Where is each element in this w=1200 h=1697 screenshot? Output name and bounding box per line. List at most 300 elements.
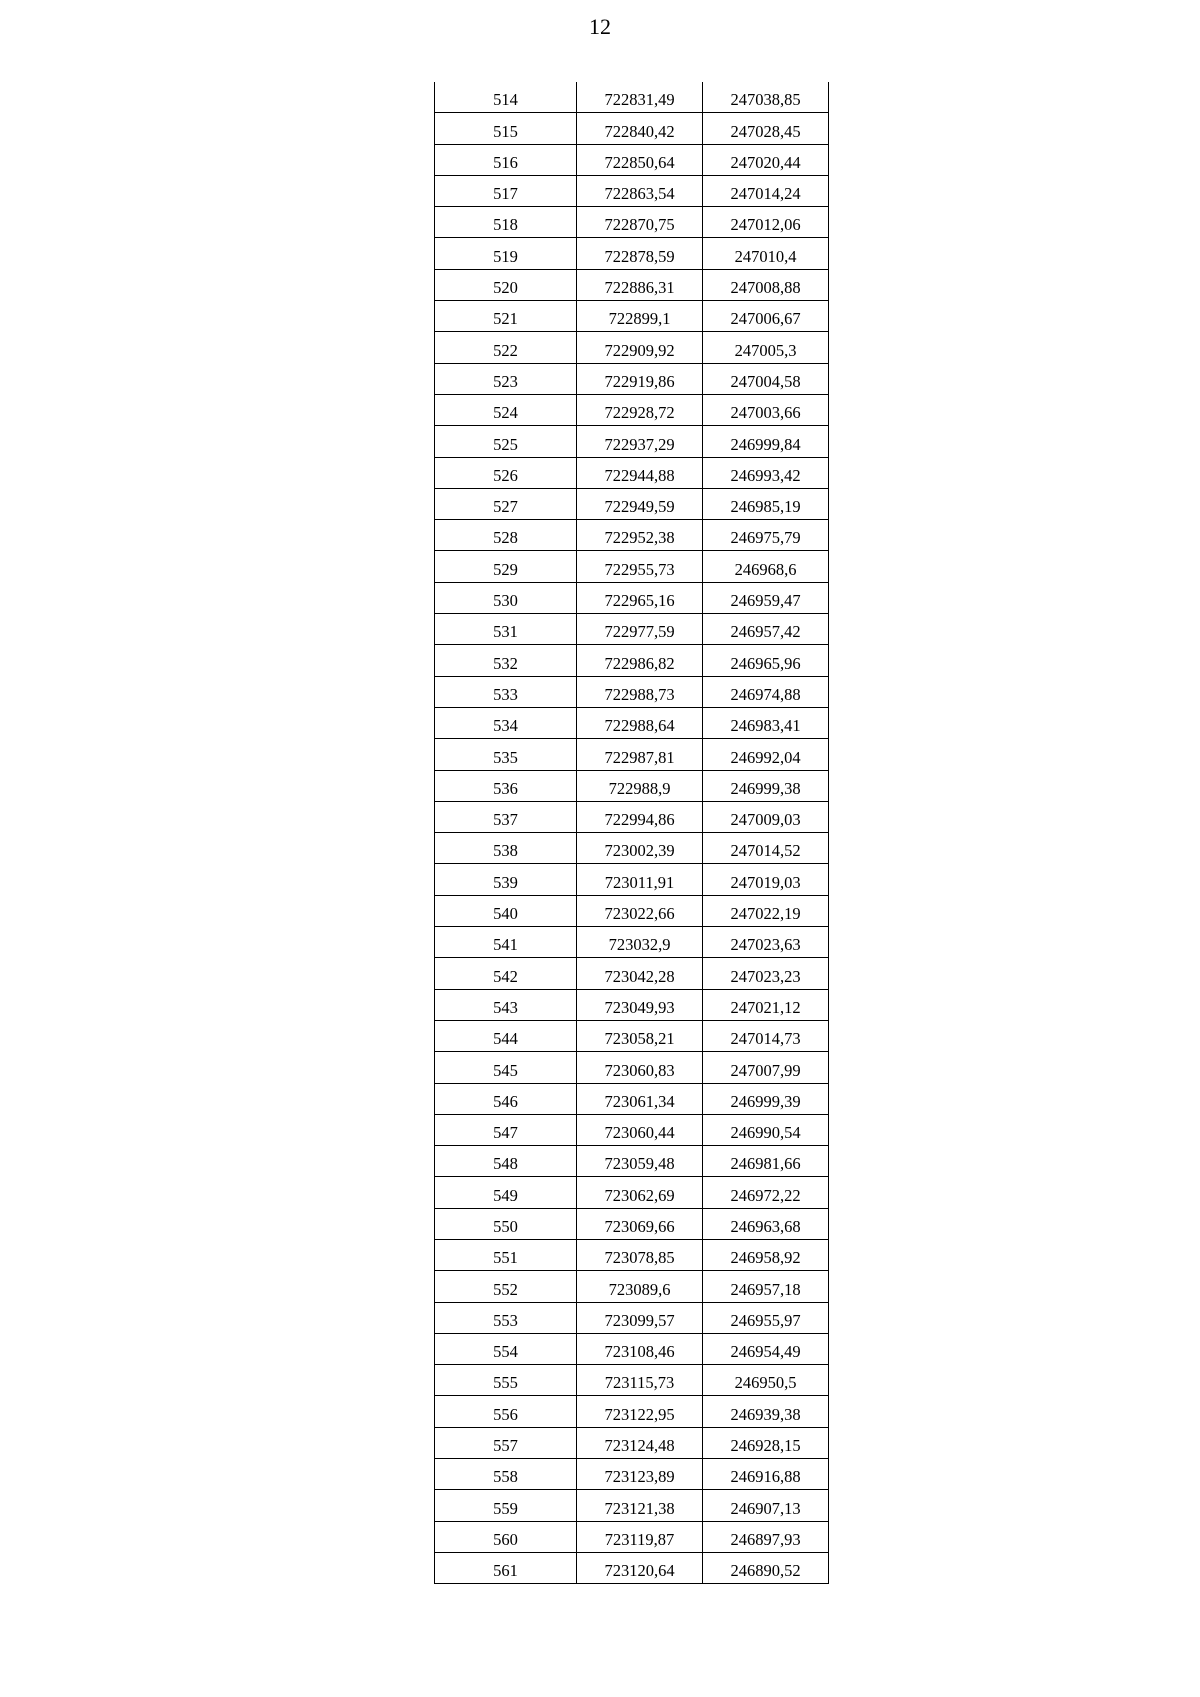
x-coordinate-text: 722987,81 (604, 747, 675, 767)
point-number-text: 537 (493, 810, 518, 830)
x-coordinate-cell (577, 426, 703, 457)
point-number-cell (435, 1239, 577, 1270)
y-coordinate-cell (703, 1396, 829, 1427)
table-row (435, 833, 829, 864)
y-coordinate-cell (703, 238, 829, 269)
point-number-cell (435, 1083, 577, 1114)
table-row (435, 1052, 829, 1083)
y-coordinate-text: 247020,44 (730, 152, 801, 172)
y-coordinate-text: 247009,03 (730, 810, 801, 830)
table-row (435, 144, 829, 175)
y-coordinate-cell (703, 175, 829, 206)
y-coordinate-text: 246939,38 (730, 1404, 801, 1424)
x-coordinate-cell (577, 1239, 703, 1270)
x-coordinate-text: 723099,57 (604, 1310, 675, 1330)
point-number-text: 529 (493, 559, 518, 579)
x-coordinate-cell (577, 488, 703, 519)
y-coordinate-text: 247006,67 (730, 309, 801, 329)
x-coordinate-cell (577, 833, 703, 864)
y-coordinate-cell (703, 1365, 829, 1396)
point-number-text: 535 (493, 747, 518, 767)
x-coordinate-cell (577, 1333, 703, 1364)
y-coordinate-cell (703, 457, 829, 488)
point-number-text: 551 (493, 1248, 518, 1268)
point-number-cell (435, 645, 577, 676)
point-number-cell (435, 801, 577, 832)
y-coordinate-text: 246968,6 (734, 559, 797, 579)
point-number-cell (435, 582, 577, 613)
y-coordinate-cell (703, 739, 829, 770)
x-coordinate-text: 723124,48 (604, 1436, 675, 1456)
x-coordinate-text: 723049,93 (604, 997, 675, 1017)
table-row (435, 238, 829, 269)
y-coordinate-cell (703, 1020, 829, 1051)
point-number-cell (435, 457, 577, 488)
x-coordinate-text: 722944,88 (604, 465, 675, 485)
point-number-text: 533 (493, 684, 518, 704)
x-coordinate-cell (577, 332, 703, 363)
x-coordinate-cell (577, 520, 703, 551)
y-coordinate-cell (703, 989, 829, 1020)
table-row (435, 426, 829, 457)
y-coordinate-text: 246958,92 (730, 1248, 801, 1268)
y-coordinate-cell (703, 770, 829, 801)
y-coordinate-cell (703, 1302, 829, 1333)
point-number-text: 542 (493, 966, 518, 986)
y-coordinate-text: 246992,04 (730, 747, 801, 767)
y-coordinate-text: 247023,23 (730, 966, 801, 986)
y-coordinate-text: 247012,06 (730, 215, 801, 235)
y-coordinate-text: 246993,42 (730, 465, 801, 485)
point-number-text: 559 (493, 1498, 518, 1518)
x-coordinate-text: 722831,49 (604, 90, 675, 110)
x-coordinate-cell (577, 1020, 703, 1051)
y-coordinate-text: 246959,47 (730, 591, 801, 611)
y-coordinate-text: 246928,15 (730, 1436, 801, 1456)
point-number-cell (435, 175, 577, 206)
x-coordinate-text: 723122,95 (604, 1404, 675, 1424)
y-coordinate-text: 246999,38 (730, 778, 801, 798)
x-coordinate-text: 722928,72 (604, 403, 675, 423)
x-coordinate-cell (577, 1177, 703, 1208)
point-number-text: 528 (493, 528, 518, 548)
y-coordinate-cell (703, 1114, 829, 1145)
table-row (435, 457, 829, 488)
point-number-text: 518 (493, 215, 518, 235)
y-coordinate-cell (703, 801, 829, 832)
point-number-text: 527 (493, 497, 518, 517)
x-coordinate-cell (577, 989, 703, 1020)
y-coordinate-cell (703, 833, 829, 864)
point-number-text: 560 (493, 1529, 518, 1549)
x-coordinate-text: 722986,82 (604, 653, 675, 673)
x-coordinate-text: 723089,6 (608, 1279, 671, 1299)
table-row (435, 113, 829, 144)
x-coordinate-cell (577, 1114, 703, 1145)
x-coordinate-text: 723002,39 (604, 841, 675, 861)
point-number-text: 521 (493, 309, 518, 329)
y-coordinate-cell (703, 301, 829, 332)
y-coordinate-cell (703, 426, 829, 457)
x-coordinate-text: 723042,28 (604, 966, 675, 986)
y-coordinate-cell (703, 332, 829, 363)
point-number-cell (435, 238, 577, 269)
point-number-text: 516 (493, 152, 518, 172)
y-coordinate-text: 246974,88 (730, 684, 801, 704)
x-coordinate-cell (577, 1302, 703, 1333)
table-row (435, 1459, 829, 1490)
y-coordinate-cell (703, 895, 829, 926)
point-number-text: 561 (493, 1561, 518, 1581)
point-number-cell (435, 1490, 577, 1521)
x-coordinate-text: 723119,87 (604, 1529, 675, 1549)
point-number-cell (435, 207, 577, 238)
y-coordinate-cell (703, 1459, 829, 1490)
table-row (435, 1396, 829, 1427)
point-number-cell (435, 488, 577, 519)
y-coordinate-text: 247028,45 (730, 121, 801, 141)
x-coordinate-text: 722886,31 (604, 278, 675, 298)
point-number-cell (435, 1459, 577, 1490)
table-row (435, 207, 829, 238)
table-row (435, 551, 829, 582)
y-coordinate-cell (703, 1427, 829, 1458)
y-coordinate-text: 247021,12 (730, 997, 801, 1017)
y-coordinate-cell (703, 394, 829, 425)
x-coordinate-text: 723115,73 (604, 1373, 675, 1393)
point-number-text: 519 (493, 246, 518, 266)
table-row (435, 301, 829, 332)
y-coordinate-cell (703, 1177, 829, 1208)
x-coordinate-cell (577, 1271, 703, 1302)
x-coordinate-text: 723123,89 (604, 1467, 675, 1487)
point-number-text: 550 (493, 1216, 518, 1236)
point-number-text: 556 (493, 1404, 518, 1424)
point-number-cell (435, 1302, 577, 1333)
point-number-cell (435, 989, 577, 1020)
table-row (435, 645, 829, 676)
x-coordinate-cell (577, 770, 703, 801)
x-coordinate-cell (577, 958, 703, 989)
x-coordinate-text: 722952,38 (604, 528, 675, 548)
point-number-text: 540 (493, 904, 518, 924)
x-coordinate-text: 722909,92 (604, 340, 675, 360)
x-coordinate-cell (577, 175, 703, 206)
point-number-text: 530 (493, 591, 518, 611)
y-coordinate-cell (703, 1521, 829, 1552)
point-number-text: 538 (493, 841, 518, 861)
point-number-cell (435, 1271, 577, 1302)
y-coordinate-text: 247022,19 (730, 904, 801, 924)
y-coordinate-text: 246897,93 (730, 1529, 801, 1549)
table-row (435, 1521, 829, 1552)
point-number-cell (435, 1365, 577, 1396)
point-number-cell (435, 1052, 577, 1083)
y-coordinate-cell (703, 614, 829, 645)
y-coordinate-cell (703, 676, 829, 707)
x-coordinate-text: 722994,86 (604, 810, 675, 830)
x-coordinate-text: 722870,75 (604, 215, 675, 235)
x-coordinate-cell (577, 927, 703, 958)
x-coordinate-cell (577, 1427, 703, 1458)
point-number-cell (435, 864, 577, 895)
table-row (435, 676, 829, 707)
y-coordinate-text: 246999,39 (730, 1091, 801, 1111)
point-number-cell (435, 426, 577, 457)
point-number-cell (435, 82, 577, 113)
x-coordinate-cell (577, 1490, 703, 1521)
x-coordinate-cell (577, 1552, 703, 1583)
x-coordinate-cell (577, 207, 703, 238)
table-row (435, 488, 829, 519)
x-coordinate-cell (577, 1208, 703, 1239)
y-coordinate-text: 247023,63 (730, 935, 801, 955)
y-coordinate-text: 247003,66 (730, 403, 801, 423)
table-row (435, 269, 829, 300)
x-coordinate-text: 723011,91 (604, 872, 675, 892)
x-coordinate-cell (577, 551, 703, 582)
point-number-text: 517 (493, 184, 518, 204)
point-number-text: 549 (493, 1185, 518, 1205)
x-coordinate-text: 723059,48 (604, 1154, 675, 1174)
page-number: 12 (589, 14, 611, 39)
y-coordinate-cell (703, 82, 829, 113)
x-coordinate-text: 722899,1 (608, 309, 671, 329)
x-coordinate-cell (577, 238, 703, 269)
table-row (435, 1302, 829, 1333)
table-row (435, 363, 829, 394)
y-coordinate-text: 246965,96 (730, 653, 801, 673)
y-coordinate-cell (703, 1333, 829, 1364)
x-coordinate-text: 723069,66 (604, 1216, 675, 1236)
point-number-cell (435, 363, 577, 394)
point-number-text: 543 (493, 997, 518, 1017)
y-coordinate-text: 246975,79 (730, 528, 801, 548)
point-number-cell (435, 895, 577, 926)
table-row (435, 394, 829, 425)
point-number-text: 515 (493, 121, 518, 141)
y-coordinate-text: 247038,85 (730, 90, 801, 110)
y-coordinate-text: 246990,54 (730, 1123, 801, 1143)
point-number-text: 553 (493, 1310, 518, 1330)
point-number-cell (435, 1552, 577, 1583)
point-number-text: 555 (493, 1373, 518, 1393)
x-coordinate-cell (577, 1146, 703, 1177)
x-coordinate-text: 723078,85 (604, 1248, 675, 1268)
point-number-text: 554 (493, 1342, 518, 1362)
x-coordinate-text: 723120,64 (604, 1561, 675, 1581)
x-coordinate-cell (577, 113, 703, 144)
point-number-cell (435, 927, 577, 958)
x-coordinate-cell (577, 707, 703, 738)
table-row (435, 801, 829, 832)
point-number-text: 514 (493, 90, 518, 110)
point-number-text: 524 (493, 403, 518, 423)
x-coordinate-cell (577, 1521, 703, 1552)
point-number-text: 534 (493, 716, 518, 736)
point-number-cell (435, 1333, 577, 1364)
y-coordinate-cell (703, 144, 829, 175)
x-coordinate-text: 722977,59 (604, 622, 675, 642)
point-number-cell (435, 1427, 577, 1458)
table-row (435, 1177, 829, 1208)
x-coordinate-text: 722863,54 (604, 184, 675, 204)
point-number-text: 558 (493, 1467, 518, 1487)
table-row (435, 1427, 829, 1458)
y-coordinate-text: 246955,97 (730, 1310, 801, 1330)
table-row (435, 1208, 829, 1239)
y-coordinate-cell (703, 1208, 829, 1239)
x-coordinate-cell (577, 1083, 703, 1114)
x-coordinate-cell (577, 82, 703, 113)
table-row (435, 707, 829, 738)
table-row (435, 332, 829, 363)
table-row (435, 958, 829, 989)
x-coordinate-cell (577, 394, 703, 425)
table-row (435, 1365, 829, 1396)
coordinates-table (434, 82, 829, 1584)
x-coordinate-text: 723061,34 (604, 1091, 675, 1111)
x-coordinate-text: 723121,38 (604, 1498, 675, 1518)
x-coordinate-text: 722955,73 (604, 559, 675, 579)
point-number-text: 544 (493, 1029, 518, 1049)
y-coordinate-text: 247019,03 (730, 872, 801, 892)
x-coordinate-cell (577, 582, 703, 613)
point-number-text: 546 (493, 1091, 518, 1111)
table-row (435, 582, 829, 613)
x-coordinate-cell (577, 801, 703, 832)
x-coordinate-cell (577, 301, 703, 332)
x-coordinate-cell (577, 895, 703, 926)
y-coordinate-text: 246954,49 (730, 1342, 801, 1362)
x-coordinate-cell (577, 739, 703, 770)
point-number-cell (435, 770, 577, 801)
y-coordinate-cell (703, 707, 829, 738)
table-row (435, 1146, 829, 1177)
y-coordinate-cell (703, 1146, 829, 1177)
x-coordinate-text: 722919,86 (604, 371, 675, 391)
point-number-cell (435, 958, 577, 989)
x-coordinate-cell (577, 1052, 703, 1083)
point-number-cell (435, 1114, 577, 1145)
y-coordinate-text: 247014,52 (730, 841, 801, 861)
x-coordinate-text: 723058,21 (604, 1029, 675, 1049)
x-coordinate-cell (577, 144, 703, 175)
point-number-cell (435, 551, 577, 582)
x-coordinate-cell (577, 1396, 703, 1427)
point-number-text: 557 (493, 1436, 518, 1456)
y-coordinate-cell (703, 958, 829, 989)
point-number-text: 539 (493, 872, 518, 892)
point-number-text: 525 (493, 434, 518, 454)
y-coordinate-text: 246890,52 (730, 1561, 801, 1581)
table-row (435, 1552, 829, 1583)
y-coordinate-cell (703, 1239, 829, 1270)
y-coordinate-text: 246950,5 (734, 1373, 797, 1393)
x-coordinate-cell (577, 864, 703, 895)
y-coordinate-text: 246981,66 (730, 1154, 801, 1174)
x-coordinate-text: 722878,59 (604, 246, 675, 266)
point-number-cell (435, 332, 577, 363)
x-coordinate-text: 723060,83 (604, 1060, 675, 1080)
y-coordinate-cell (703, 520, 829, 551)
x-coordinate-cell (577, 614, 703, 645)
x-coordinate-text: 723032,9 (608, 935, 671, 955)
table-row (435, 1083, 829, 1114)
y-coordinate-cell (703, 645, 829, 676)
table-row (435, 739, 829, 770)
x-coordinate-text: 722988,64 (604, 716, 675, 736)
point-number-text: 531 (493, 622, 518, 642)
x-coordinate-text: 722965,16 (604, 591, 675, 611)
table-row (435, 895, 829, 926)
table-row (435, 1114, 829, 1145)
y-coordinate-text: 246907,13 (730, 1498, 801, 1518)
point-number-text: 520 (493, 278, 518, 298)
y-coordinate-text: 247004,58 (730, 371, 801, 391)
point-number-cell (435, 707, 577, 738)
x-coordinate-text: 722988,73 (604, 684, 675, 704)
point-number-cell (435, 676, 577, 707)
point-number-cell (435, 144, 577, 175)
table-row (435, 520, 829, 551)
x-coordinate-text: 723062,69 (604, 1185, 675, 1205)
x-coordinate-cell (577, 269, 703, 300)
x-coordinate-cell (577, 1365, 703, 1396)
table-row (435, 1333, 829, 1364)
point-number-text: 548 (493, 1154, 518, 1174)
y-coordinate-text: 247005,3 (734, 340, 797, 360)
point-number-cell (435, 1177, 577, 1208)
table-row (435, 614, 829, 645)
x-coordinate-text: 723022,66 (604, 904, 675, 924)
y-coordinate-text: 247008,88 (730, 278, 801, 298)
table-row (435, 1271, 829, 1302)
x-coordinate-cell (577, 457, 703, 488)
y-coordinate-cell (703, 207, 829, 238)
table-row (435, 1239, 829, 1270)
y-coordinate-cell (703, 488, 829, 519)
y-coordinate-cell (703, 864, 829, 895)
point-number-cell (435, 269, 577, 300)
table-row (435, 1020, 829, 1051)
point-number-cell (435, 833, 577, 864)
point-number-text: 547 (493, 1123, 518, 1143)
y-coordinate-cell (703, 551, 829, 582)
y-coordinate-cell (703, 113, 829, 144)
point-number-text: 536 (493, 778, 518, 798)
y-coordinate-cell (703, 1052, 829, 1083)
y-coordinate-text: 247007,99 (730, 1060, 801, 1080)
point-number-text: 541 (493, 935, 518, 955)
point-number-cell (435, 614, 577, 645)
y-coordinate-text: 246999,84 (730, 434, 801, 454)
x-coordinate-cell (577, 1459, 703, 1490)
y-coordinate-cell (703, 363, 829, 394)
y-coordinate-cell (703, 1083, 829, 1114)
y-coordinate-text: 247010,4 (734, 246, 797, 266)
point-number-text: 545 (493, 1060, 518, 1080)
point-number-text: 552 (493, 1279, 518, 1299)
coordinates-table-body (435, 82, 829, 1584)
point-number-cell (435, 394, 577, 425)
point-number-text: 526 (493, 465, 518, 485)
point-number-cell (435, 301, 577, 332)
x-coordinate-cell (577, 645, 703, 676)
x-coordinate-text: 722850,64 (604, 152, 675, 172)
y-coordinate-text: 246985,19 (730, 497, 801, 517)
y-coordinate-text: 246957,18 (730, 1279, 801, 1299)
